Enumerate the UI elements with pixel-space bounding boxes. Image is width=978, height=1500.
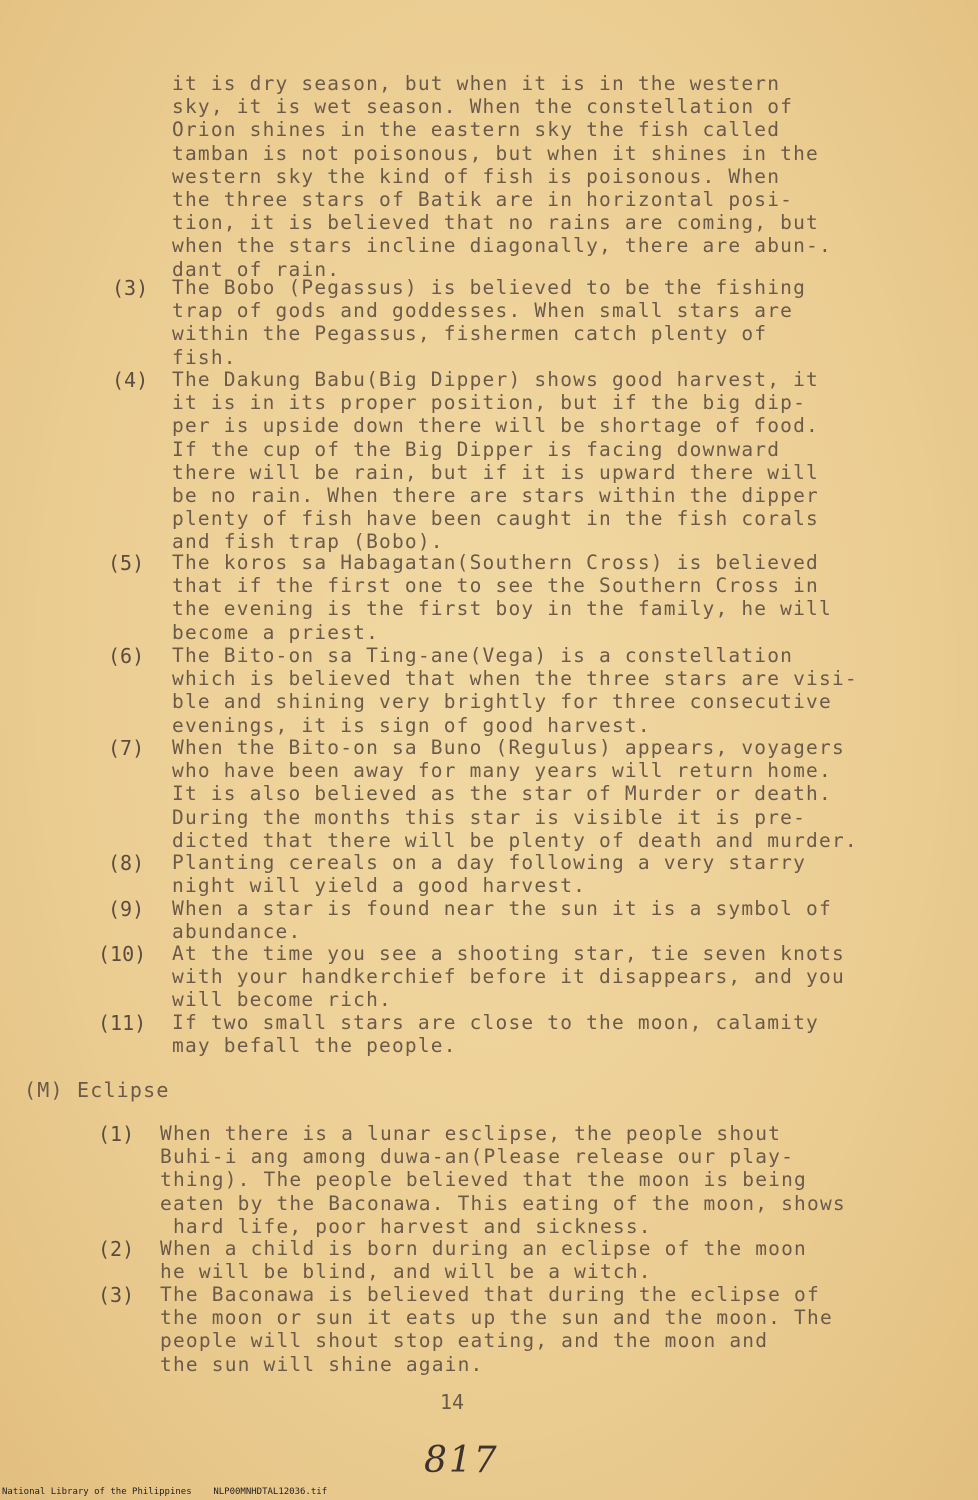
item-text: When there is a lunar esclipse, the people shout Buhi-i ang among duwa-an(Please release our play- thing). The people believed that the moon is being eaten by the Baconawa. This eating of the moon, shows hard life, poor harvest and sickness. <box>160 1122 846 1238</box>
item-text: Planting cereals on a day following a very starry night will yield a good harvest. <box>172 851 807 898</box>
item-text: When a child is born during an eclipse of the moon he will be blind, and will be a witch. <box>160 1237 807 1284</box>
item-number: (9) <box>108 897 145 921</box>
item-number: (8) <box>108 851 145 875</box>
scan-footer: National Library of the Philippines NLP00MNHDTAL12036.tif <box>2 1487 328 1497</box>
item-text: The Dakung Babu(Big Dipper) shows good harvest, it it is in its proper position, but if the big dip- per is upside down there will be shortage of food. If the cup of the Big Dipper is facing downward there will be rain, but if it is upward there will be no rain. When there are stars within the dipper plenty of fish have been caught in the fish corals and fish trap (Bobo). <box>172 368 819 554</box>
item-number: (10) <box>98 942 147 966</box>
item-text: The Bobo (Pegassus) is believed to be the fishing trap of gods and goddesses. When small stars are within the Pegassus, fishermen catch plenty of fish. <box>172 276 807 369</box>
item-number: (6) <box>108 644 145 668</box>
item-number: (11) <box>98 1011 147 1035</box>
item-number: (7) <box>108 736 145 760</box>
section-heading-eclipse: (M) Eclipse <box>24 1078 170 1102</box>
intro-paragraph: it is dry season, but when it is in the western sky, it is wet season. When the constellation of Orion shines in the eastern sky the fish called tamban is not poisonous, but when it shines in the western sky the kind of fish is poisonous. When the three stars of Batik are in horizontal posi- tion, it is believed that no rains are coming, but when the stars incline diagonally, there are abun-. dant of rain. <box>172 72 832 281</box>
item-number: (2) <box>98 1237 135 1261</box>
item-number: (3) <box>98 1283 135 1307</box>
item-number: (4) <box>112 368 149 392</box>
item-number: (1) <box>98 1122 135 1146</box>
item-text: When a star is found near the sun it is a symbol of abundance. <box>172 897 832 944</box>
item-text: At the time you see a shooting star, tie seven knots with your handkerchief before it disappears, and you will become rich. <box>172 942 845 1012</box>
item-text: If two small stars are close to the moon, calamity may befall the people. <box>172 1011 819 1058</box>
page-number: 14 <box>440 1390 465 1414</box>
item-text: The koros sa Habagatan(Southern Cross) is believed that if the first one to see the Southern Cross in the evening is the first boy in the family, he will become a priest. <box>172 551 832 644</box>
item-text: The Baconawa is believed that during the eclipse of the moon or sun it eats up the sun and the moon. The people will shout stop eating, and the moon and the sun will shine again. <box>160 1283 833 1376</box>
item-number: (3) <box>112 276 149 300</box>
handwritten-page-number: 817 <box>424 1440 499 1481</box>
item-text: When the Bito-on sa Buno (Regulus) appears, voyagers who have been away for many years will return home. It is also believed as the star of Murder or death. During the months this star is visible it is pre- dicted that there will be plenty of death and murder. <box>172 736 858 852</box>
item-number: (5) <box>108 551 145 575</box>
item-text: The Bito-on sa Ting-ane(Vega) is a constellation which is believed that when the three stars are visi- ble and shining very brightly for three consecutive evenings, it is sign of good harvest. <box>172 644 858 737</box>
